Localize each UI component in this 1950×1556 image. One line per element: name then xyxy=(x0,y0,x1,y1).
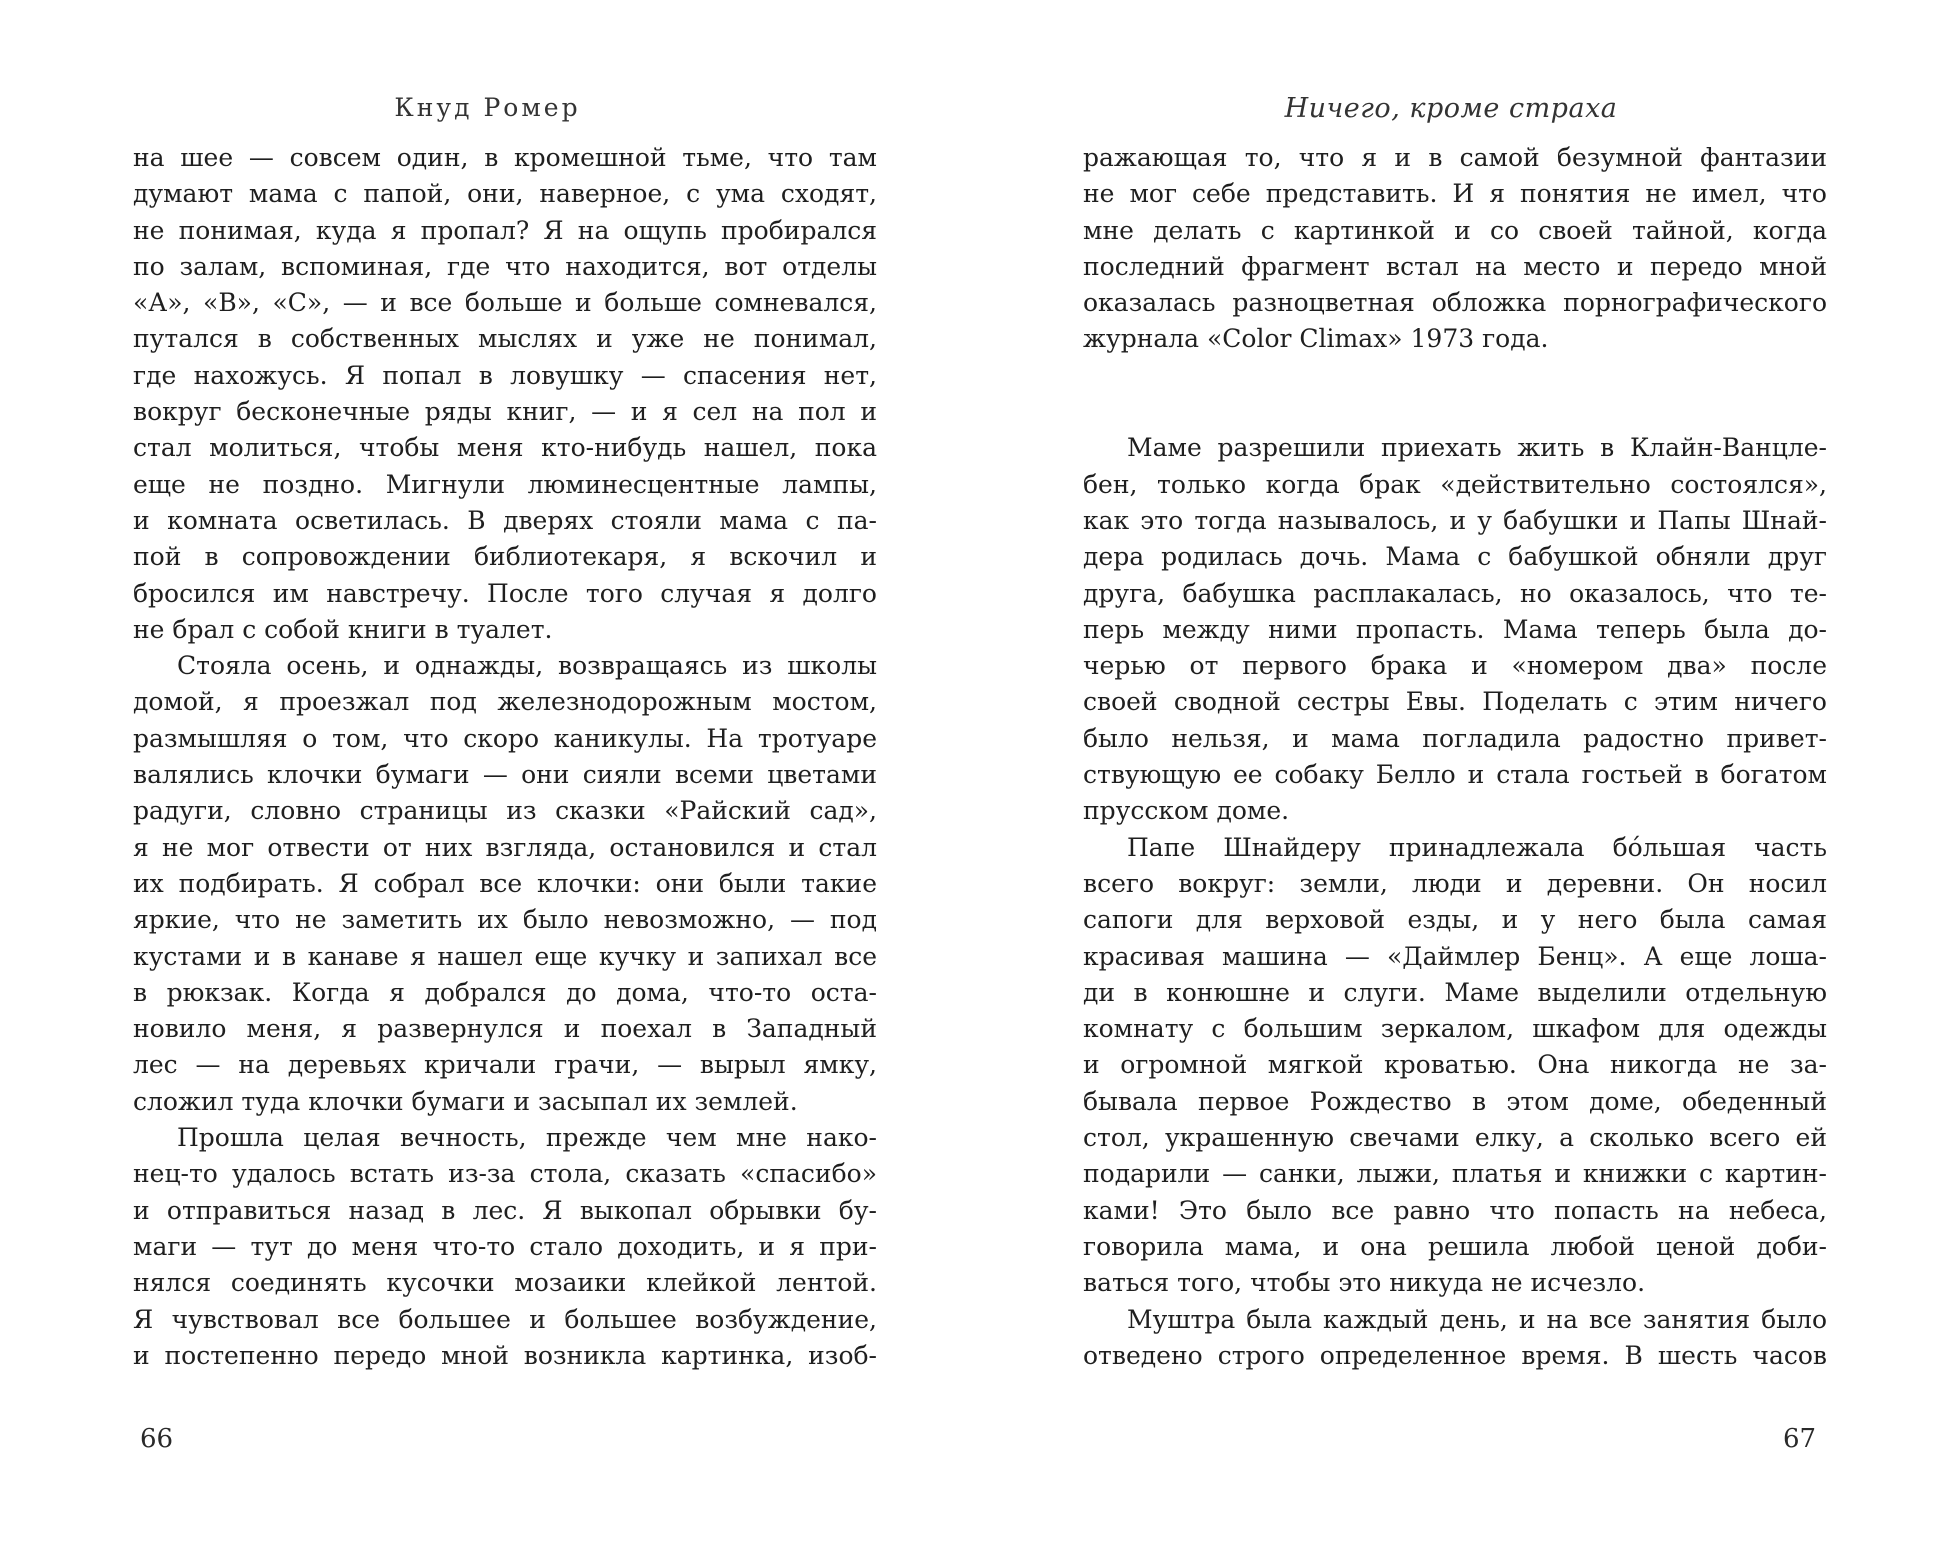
text-line: и комната осветилась. В дверях стояли мама с па- xyxy=(133,505,877,535)
text-line: кустами и в канаве я нашел еще кучку и запихал все xyxy=(133,941,877,971)
text-line: отведено строго определенное время. В шесть часов xyxy=(1083,1340,1827,1370)
text-line: Стояла осень, и однажды, возвращаясь из школы xyxy=(177,651,877,681)
text-line: валялись клочки бумаги — они сияли всеми цветами xyxy=(133,760,877,790)
text-line: друга, бабушка расплакалась, но оказалось, что те- xyxy=(1083,578,1827,608)
text-line: комнату с большим зеркалом, шкафом для одежды xyxy=(1083,1014,1827,1044)
text-line: размышляя о том, что скоро каникулы. На тротуаре xyxy=(133,723,877,753)
text-line: Папе Шнайдеру принадлежала бóльшая часть xyxy=(1127,832,1827,862)
text-line: своей сводной сестры Евы. Поделать с этим ничего xyxy=(1083,687,1827,717)
text-line: нец-то удалось встать из-за стола, сказать «спасибо» xyxy=(133,1159,877,1189)
text-line: Я чувствовал все большее и большее возбуждение, xyxy=(133,1304,877,1334)
text-line: и огромной мягкой кроватью. Она никогда не за- xyxy=(1083,1050,1827,1080)
text-line: и отправиться назад в лес. Я выкопал обрывки бу- xyxy=(133,1195,877,1225)
text-line: Маме разрешили приехать жить в Клайн-Ванцле- xyxy=(1127,433,1827,463)
text-line: всего вокруг: земли, люди и деревни. Он носил xyxy=(1083,868,1827,898)
text-line: говорила мама, и она решила любой ценой доби- xyxy=(1083,1231,1827,1261)
text-line: вокруг бесконечные ряды книг, — и я сел на пол и xyxy=(133,397,877,427)
text-line: красивая машина — «Даймлер Бенц». А еще лоша- xyxy=(1083,941,1827,971)
text-line: бывала первое Рождество в этом доме, обеденный xyxy=(1083,1086,1827,1116)
right-page-text xyxy=(1083,140,1827,1374)
text-line: еще не поздно. Мигнули люминесцентные лампы, xyxy=(133,469,877,499)
text-line: ствующую ее собаку Белло и стала гостьей в богатом xyxy=(1083,760,1827,790)
text-line: на шее — совсем один, в кромешной тьме, что там xyxy=(133,143,877,172)
text-line: подарили — санки, лыжи, платья и книжки с картин- xyxy=(1083,1159,1827,1189)
text-line: думают мама с папой, они, наверное, с ума сходят, xyxy=(133,179,877,209)
text-line: последний фрагмент встал на место и передо мной xyxy=(1083,251,1827,281)
text-line: домой, я проезжал под железнодорожным мостом, xyxy=(133,687,877,717)
text-line: нялся соединять кусочки мозаики клейкой лентой. xyxy=(133,1268,877,1298)
text-line: перь между ними пропасть. Мама теперь была до- xyxy=(1083,614,1827,644)
text-line: маги — тут до меня что-то стало доходить, и я при- xyxy=(133,1231,877,1261)
text-line: не мог себе представить. И я понятия не имел, что xyxy=(1083,179,1827,209)
text-line: я не мог отвести от них взгляда, остановился и стал xyxy=(133,832,877,862)
text-line: ражающая то, что я и в самой безумной фантазии xyxy=(1083,143,1827,172)
text-line: их подбирать. Я собрал все клочки: они были такие xyxy=(133,868,877,898)
page-number-left: 66 xyxy=(140,1424,174,1454)
text-line: ваться того, чтобы это никуда не исчезло. xyxy=(1083,1268,1646,1298)
page-number-right: 67 xyxy=(1783,1424,1817,1454)
text-line: бен, только когда брак «действительно состоялся», xyxy=(1083,469,1827,499)
text-line: не понимая, куда я пропал? Я на ощупь пробирался xyxy=(133,215,877,245)
section-break xyxy=(1083,394,1827,430)
text-line: стал молиться, чтобы меня кто-нибудь нашел, пока xyxy=(133,433,877,463)
text-line: бросился им навстречу. После того случая я долго xyxy=(133,578,877,608)
text-line: Прошла целая вечность, прежде чем мне нако- xyxy=(177,1123,877,1153)
text-line: где нахожусь. Я попал в ловушку — спасения нет, xyxy=(133,360,877,390)
text-line: в рюкзак. Когда я добрался до дома, что-то оста- xyxy=(133,977,877,1007)
text-line: по залам, вспоминая, где что находится, вот отделы xyxy=(133,251,877,281)
text-line: яркие, что не заметить их было невозможно, — под xyxy=(133,905,877,935)
text-line: новило меня, я развернулся и поехал в Западный xyxy=(133,1014,877,1044)
right-page xyxy=(975,0,1950,1556)
text-line: дера родилась дочь. Мама с бабушкой обняли друг xyxy=(1083,542,1827,572)
text-line: и постепенно передо мной возникла картинка, изоб- xyxy=(133,1340,877,1370)
text-line: оказалась разноцветная обложка порнографического xyxy=(1083,288,1827,318)
text-line: сложил туда клочки бумаги и засыпал их землей. xyxy=(133,1086,798,1116)
running-head-author: Кнуд Ромер xyxy=(394,93,581,122)
left-page-text xyxy=(133,140,877,1374)
text-line: пой в сопровождении библиотекаря, я вскочил и xyxy=(133,542,877,572)
text-line: ками! Это было все равно что попасть на небеса, xyxy=(1083,1195,1827,1225)
text-line: лес — на деревьях кричали грачи, — вырыл ямку, xyxy=(133,1050,877,1080)
text-line: было нельзя, и мама погладила радостно привет- xyxy=(1083,723,1827,753)
section-break xyxy=(1083,358,1827,394)
text-line: «А», «В», «С», — и все больше и больше сомневался, xyxy=(133,288,877,318)
text-line: Муштра была каждый день, и на все занятия было xyxy=(1127,1304,1827,1334)
text-line: как это тогда называлось, и у бабушки и Папы Шнай- xyxy=(1083,505,1827,535)
text-line: ди в конюшне и слуги. Маме выделили отдельную xyxy=(1083,977,1827,1007)
text-line: стол, украшенную свечами елку, а сколько всего ей xyxy=(1083,1123,1827,1153)
text-line: мне делать с картинкой и со своей тайной, когда xyxy=(1083,215,1827,245)
text-line: не брал с собой книги в туалет. xyxy=(133,614,553,644)
text-line: путался в собственных мыслях и уже не понимал, xyxy=(133,324,877,354)
text-line: радуги, словно страницы из сказки «Райский сад», xyxy=(133,796,877,826)
text-line: прусском доме. xyxy=(1083,796,1290,826)
text-line: журнала «Color Climax» 1973 года. xyxy=(1083,324,1549,354)
text-line: сапоги для верховой езды, и у него была самая xyxy=(1083,905,1827,935)
running-head-title: Ничего, кроме страха xyxy=(1284,93,1618,124)
text-line: черью от первого брака и «номером два» после xyxy=(1083,651,1827,681)
